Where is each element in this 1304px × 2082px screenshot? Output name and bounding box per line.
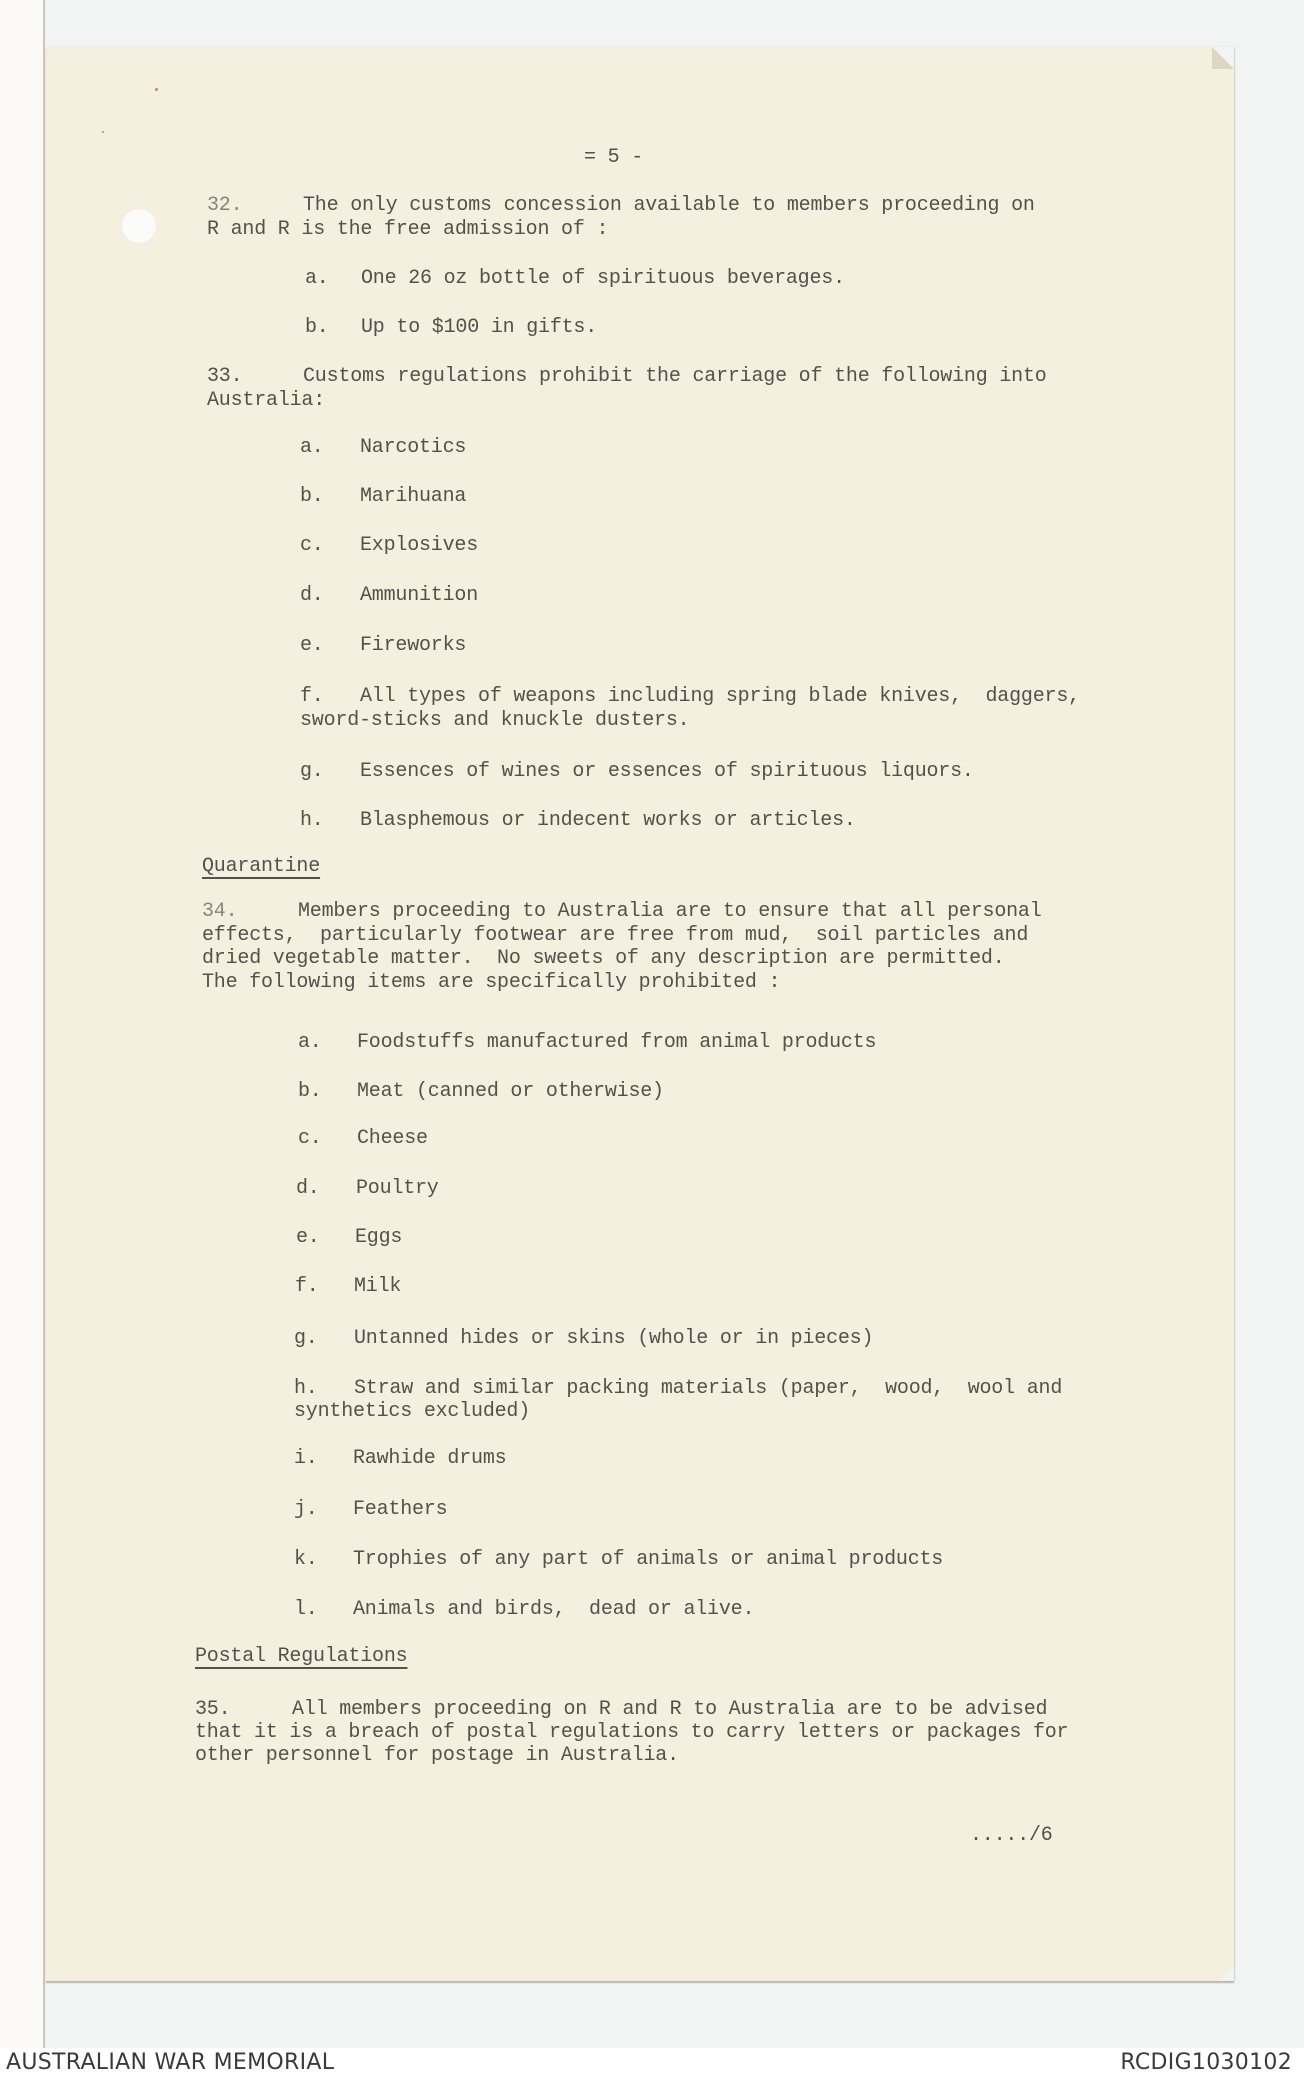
list-item-label: d. bbox=[300, 584, 324, 607]
document-page bbox=[46, 47, 1234, 1981]
list-item-label: j. bbox=[294, 1498, 318, 1521]
list-item-text: Fireworks bbox=[360, 634, 467, 657]
list-item-label: f. bbox=[300, 685, 324, 708]
list-item-text: Marihuana bbox=[360, 485, 467, 508]
archive-footer bbox=[0, 2048, 1304, 2082]
list-item-label: e. bbox=[296, 1226, 320, 1249]
paragraph-number: 32. bbox=[207, 194, 243, 217]
punch-hole bbox=[121, 208, 157, 244]
folded-corner-flap bbox=[1212, 47, 1234, 69]
list-item-text: Narcotics bbox=[360, 436, 467, 459]
list-item-label: f. bbox=[295, 1275, 319, 1298]
paragraph-text: other personnel for postage in Australia. bbox=[195, 1744, 679, 1767]
paragraph-text: Members proceeding to Australia are to ensure that all personal bbox=[298, 900, 1042, 923]
record-id: RCDIG1030102 bbox=[1120, 2050, 1292, 2075]
list-item-label: l. bbox=[294, 1598, 318, 1621]
list-item-text: Ammunition bbox=[360, 584, 479, 607]
list-item-text: Essences of wines or essences of spirituous liquors. bbox=[360, 760, 974, 783]
list-item-label: a. bbox=[298, 1031, 322, 1054]
section-heading-postal-regulations: Postal Regulations bbox=[195, 1645, 408, 1668]
list-item-text: Foodstuffs manufactured from animal products bbox=[357, 1031, 877, 1054]
list-item-label: i. bbox=[294, 1447, 318, 1470]
list-item-label: a. bbox=[305, 267, 329, 290]
paragraph-number: 34. bbox=[202, 900, 238, 923]
list-item-text: Milk bbox=[354, 1275, 402, 1298]
list-item-text: Rawhide drums bbox=[353, 1447, 507, 1470]
list-item-text: Feathers bbox=[353, 1498, 448, 1521]
folded-corner-bottom-right bbox=[1220, 1967, 1234, 1981]
list-item-text: Eggs bbox=[355, 1226, 403, 1249]
scan-edge-line bbox=[43, 0, 45, 2048]
paper-speck bbox=[102, 131, 104, 133]
list-item-continuation: synthetics excluded) bbox=[294, 1400, 531, 1423]
list-item-label: h. bbox=[300, 809, 324, 832]
list-item-text: Animals and birds, dead or alive. bbox=[353, 1598, 755, 1621]
list-item-label: e. bbox=[300, 634, 324, 657]
list-item-text: One 26 oz bottle of spirituous beverages. bbox=[361, 267, 845, 290]
institution-name: AUSTRALIAN WAR MEMORIAL bbox=[6, 2050, 335, 2075]
list-item-label: a. bbox=[300, 436, 324, 459]
section-heading-quarantine: Quarantine bbox=[202, 855, 321, 878]
list-item-text: Straw and similar packing materials (paper, wood, wool and bbox=[354, 1377, 1063, 1400]
list-item-text: Blasphemous or indecent works or articles. bbox=[360, 809, 856, 832]
list-item-label: c. bbox=[298, 1127, 322, 1150]
list-item-text: Trophies of any part of animals or animal products bbox=[353, 1548, 944, 1571]
list-item-label: c. bbox=[300, 534, 324, 557]
continuation-marker: ...../6 bbox=[970, 1824, 1053, 1847]
page-number: = 5 - bbox=[584, 146, 644, 169]
paragraph-number: 35. bbox=[195, 1698, 231, 1721]
list-item-label: h. bbox=[294, 1377, 318, 1400]
paragraph-number: 33. bbox=[207, 365, 243, 388]
paragraph-text: effects, particularly footwear are free from mud, soil particles and bbox=[202, 924, 1029, 947]
list-item-text: Explosives bbox=[360, 534, 479, 557]
list-item-label: b. bbox=[300, 485, 324, 508]
paragraph-text: The following items are specifically prohibited : bbox=[202, 971, 781, 994]
list-item-label: b. bbox=[298, 1080, 322, 1103]
list-item-label: d. bbox=[296, 1177, 320, 1200]
list-item-continuation: sword-sticks and knuckle dusters. bbox=[300, 709, 690, 732]
paragraph-text: Australia: bbox=[207, 389, 326, 412]
list-item-text: Untanned hides or skins (whole or in pieces) bbox=[354, 1327, 874, 1350]
paragraph-text: The only customs concession available to members proceeding on bbox=[303, 194, 1035, 217]
list-item-label: g. bbox=[294, 1327, 318, 1350]
paper-speck bbox=[155, 88, 158, 91]
list-item-label: k. bbox=[294, 1548, 318, 1571]
scan-left-margin bbox=[0, 0, 43, 2048]
list-item-text: All types of weapons including spring blade knives, daggers, bbox=[360, 685, 1080, 708]
list-item-label: b. bbox=[305, 316, 329, 339]
paragraph-text: All members proceeding on R and R to Australia are to be advised bbox=[292, 1698, 1048, 1721]
list-item-text: Meat (canned or otherwise) bbox=[357, 1080, 664, 1103]
paragraph-text: that it is a breach of postal regulations to carry letters or packages for bbox=[195, 1721, 1069, 1744]
list-item-text: Up to $100 in gifts. bbox=[361, 316, 598, 339]
list-item-label: g. bbox=[300, 760, 324, 783]
list-item-text: Cheese bbox=[357, 1127, 428, 1150]
paragraph-text: R and R is the free admission of : bbox=[207, 218, 609, 241]
paragraph-text: dried vegetable matter. No sweets of any description are permitted. bbox=[202, 947, 1005, 970]
paragraph-text: Customs regulations prohibit the carriage of the following into bbox=[303, 365, 1047, 388]
list-item-text: Poultry bbox=[356, 1177, 439, 1200]
